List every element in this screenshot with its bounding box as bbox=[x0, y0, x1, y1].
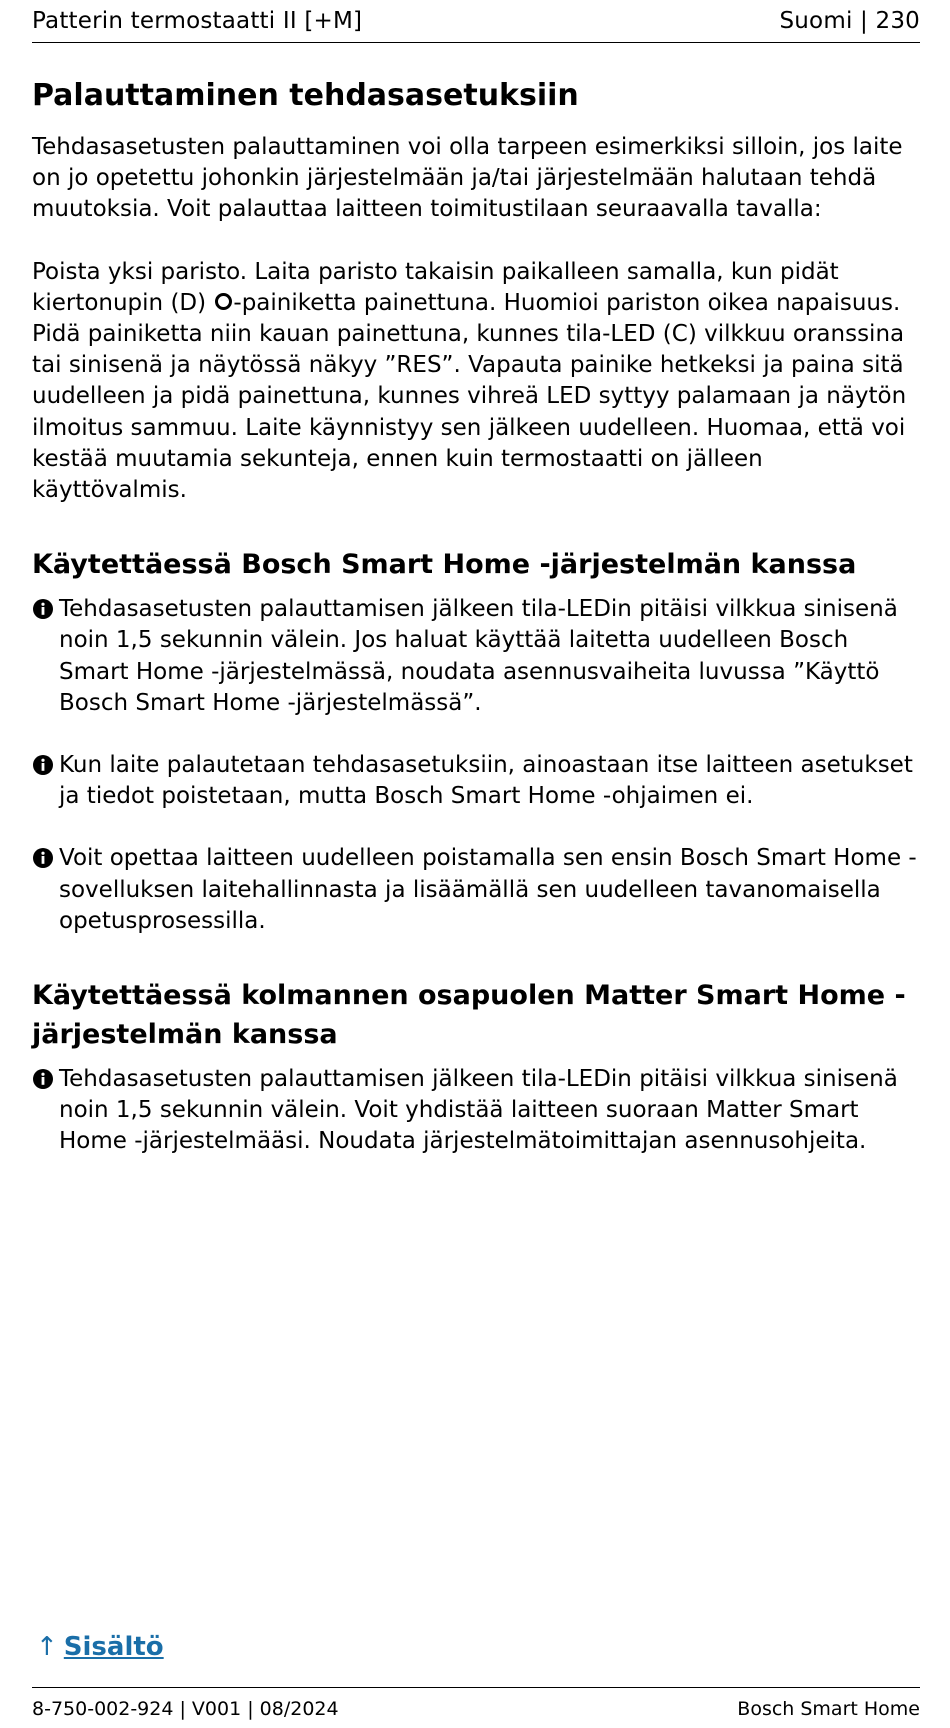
intro-paragraph: Tehdasasetusten palauttaminen voi olla tarpeen esimerkiksi silloin, jos laite on jo opetettu johonkin järjestelmään ja/tai järjestelmään halutaan tehdä muutoksia. Voit palauttaa laitteen toimitustilaan seuraavalla tavalla: bbox=[32, 134, 903, 223]
page-header bbox=[32, 4, 920, 38]
note-text: Tehdasasetusten palauttamisen jälkeen tila-LEDin pitäisi vilkkua sinisenä noin 1,5 sekunnin välein. Jos haluat käyttää laitetta uudelleen Bosch Smart Home -järjestelmässä, noudata asennusvaiheita luvussa ”Käyttö Bosch Smart Home -järjestelmässä”. bbox=[59, 596, 898, 716]
steps-text-start: Poista yksi paristo. Laita paristo takaisin paikalleen samalla, kun pidät kiertonupin (D) bbox=[32, 258, 839, 316]
steps-paragraph bbox=[32, 257, 920, 507]
info-note bbox=[32, 750, 920, 812]
document-page bbox=[32, 0, 920, 1728]
button-ring-icon bbox=[215, 293, 232, 310]
page-content bbox=[32, 76, 920, 1189]
info-icon bbox=[33, 1069, 53, 1089]
info-icon bbox=[33, 755, 53, 775]
footer-divider bbox=[32, 1687, 920, 1688]
info-note bbox=[32, 1064, 920, 1158]
brand-name: Bosch Smart Home bbox=[737, 1698, 920, 1720]
document-id: 8-750-002-924 | V001 | 08/2024 bbox=[32, 1698, 339, 1720]
steps-text-end: -painiketta painettuna. Huomioi pariston oikea napaisuus. Pidä painiketta niin kauan painettuna, kunnes tila-LED (C) vilkkuu oranssina tai sinisenä ja näytössä näkyy ”RES”. Vapauta painike hetkeksi ja paina sitä uudelleen ja pidä painettuna, kunnes vihreä LED syttyy palamaan ja näytön ilmoitus sammuu. Laite käynnistyy sen jälkeen uudelleen. Huomaa, että voi kestää muutamia sekunteja, ennen kuin termostaatti on jälleen käyttövalmis. bbox=[32, 289, 907, 504]
table-of-contents-link[interactable] bbox=[36, 1632, 164, 1662]
document-title: Patterin termostaatti II [+M] bbox=[32, 8, 363, 34]
info-note bbox=[32, 594, 920, 719]
info-icon bbox=[33, 599, 53, 619]
matter-section-title: Käytettäessä kolmannen osapuolen Matter Smart Home -järjestelmän kanssa bbox=[32, 980, 906, 1051]
note-text: Tehdasasetusten palauttamisen jälkeen tila-LEDin pitäisi vilkkua sinisenä noin 1,5 sekunnin välein. Voit yhdistää laitteen suoraan Matter Smart Home -järjestelmääsi. Noudata järjestelmätoimittajan asennusohjeita. bbox=[59, 1066, 898, 1155]
page-footer bbox=[32, 1698, 920, 1720]
info-note bbox=[32, 843, 920, 937]
toc-link-label: Sisältö bbox=[63, 1632, 164, 1662]
note-text: Kun laite palautetaan tehdasasetuksiin, ainoastaan itse laitteen asetukset ja tiedot poistetaan, mutta Bosch Smart Home -ohjaimen ei. bbox=[59, 752, 913, 810]
arrow-up-icon: ↑ bbox=[36, 1632, 58, 1662]
page-number-label: Suomi | 230 bbox=[779, 8, 920, 34]
bosch-section-title: Käytettäessä Bosch Smart Home -järjestelmän kanssa bbox=[32, 549, 857, 581]
header-divider bbox=[32, 42, 920, 43]
section-title: Palauttaminen tehdasasetuksiin bbox=[32, 78, 579, 113]
note-text: Voit opettaa laitteen uudelleen poistamalla sen ensin Bosch Smart Home -sovelluksen laitehallinnasta ja lisäämällä sen uudelleen tavanomaisella opetusprosessilla. bbox=[59, 845, 917, 934]
info-icon bbox=[33, 848, 53, 868]
